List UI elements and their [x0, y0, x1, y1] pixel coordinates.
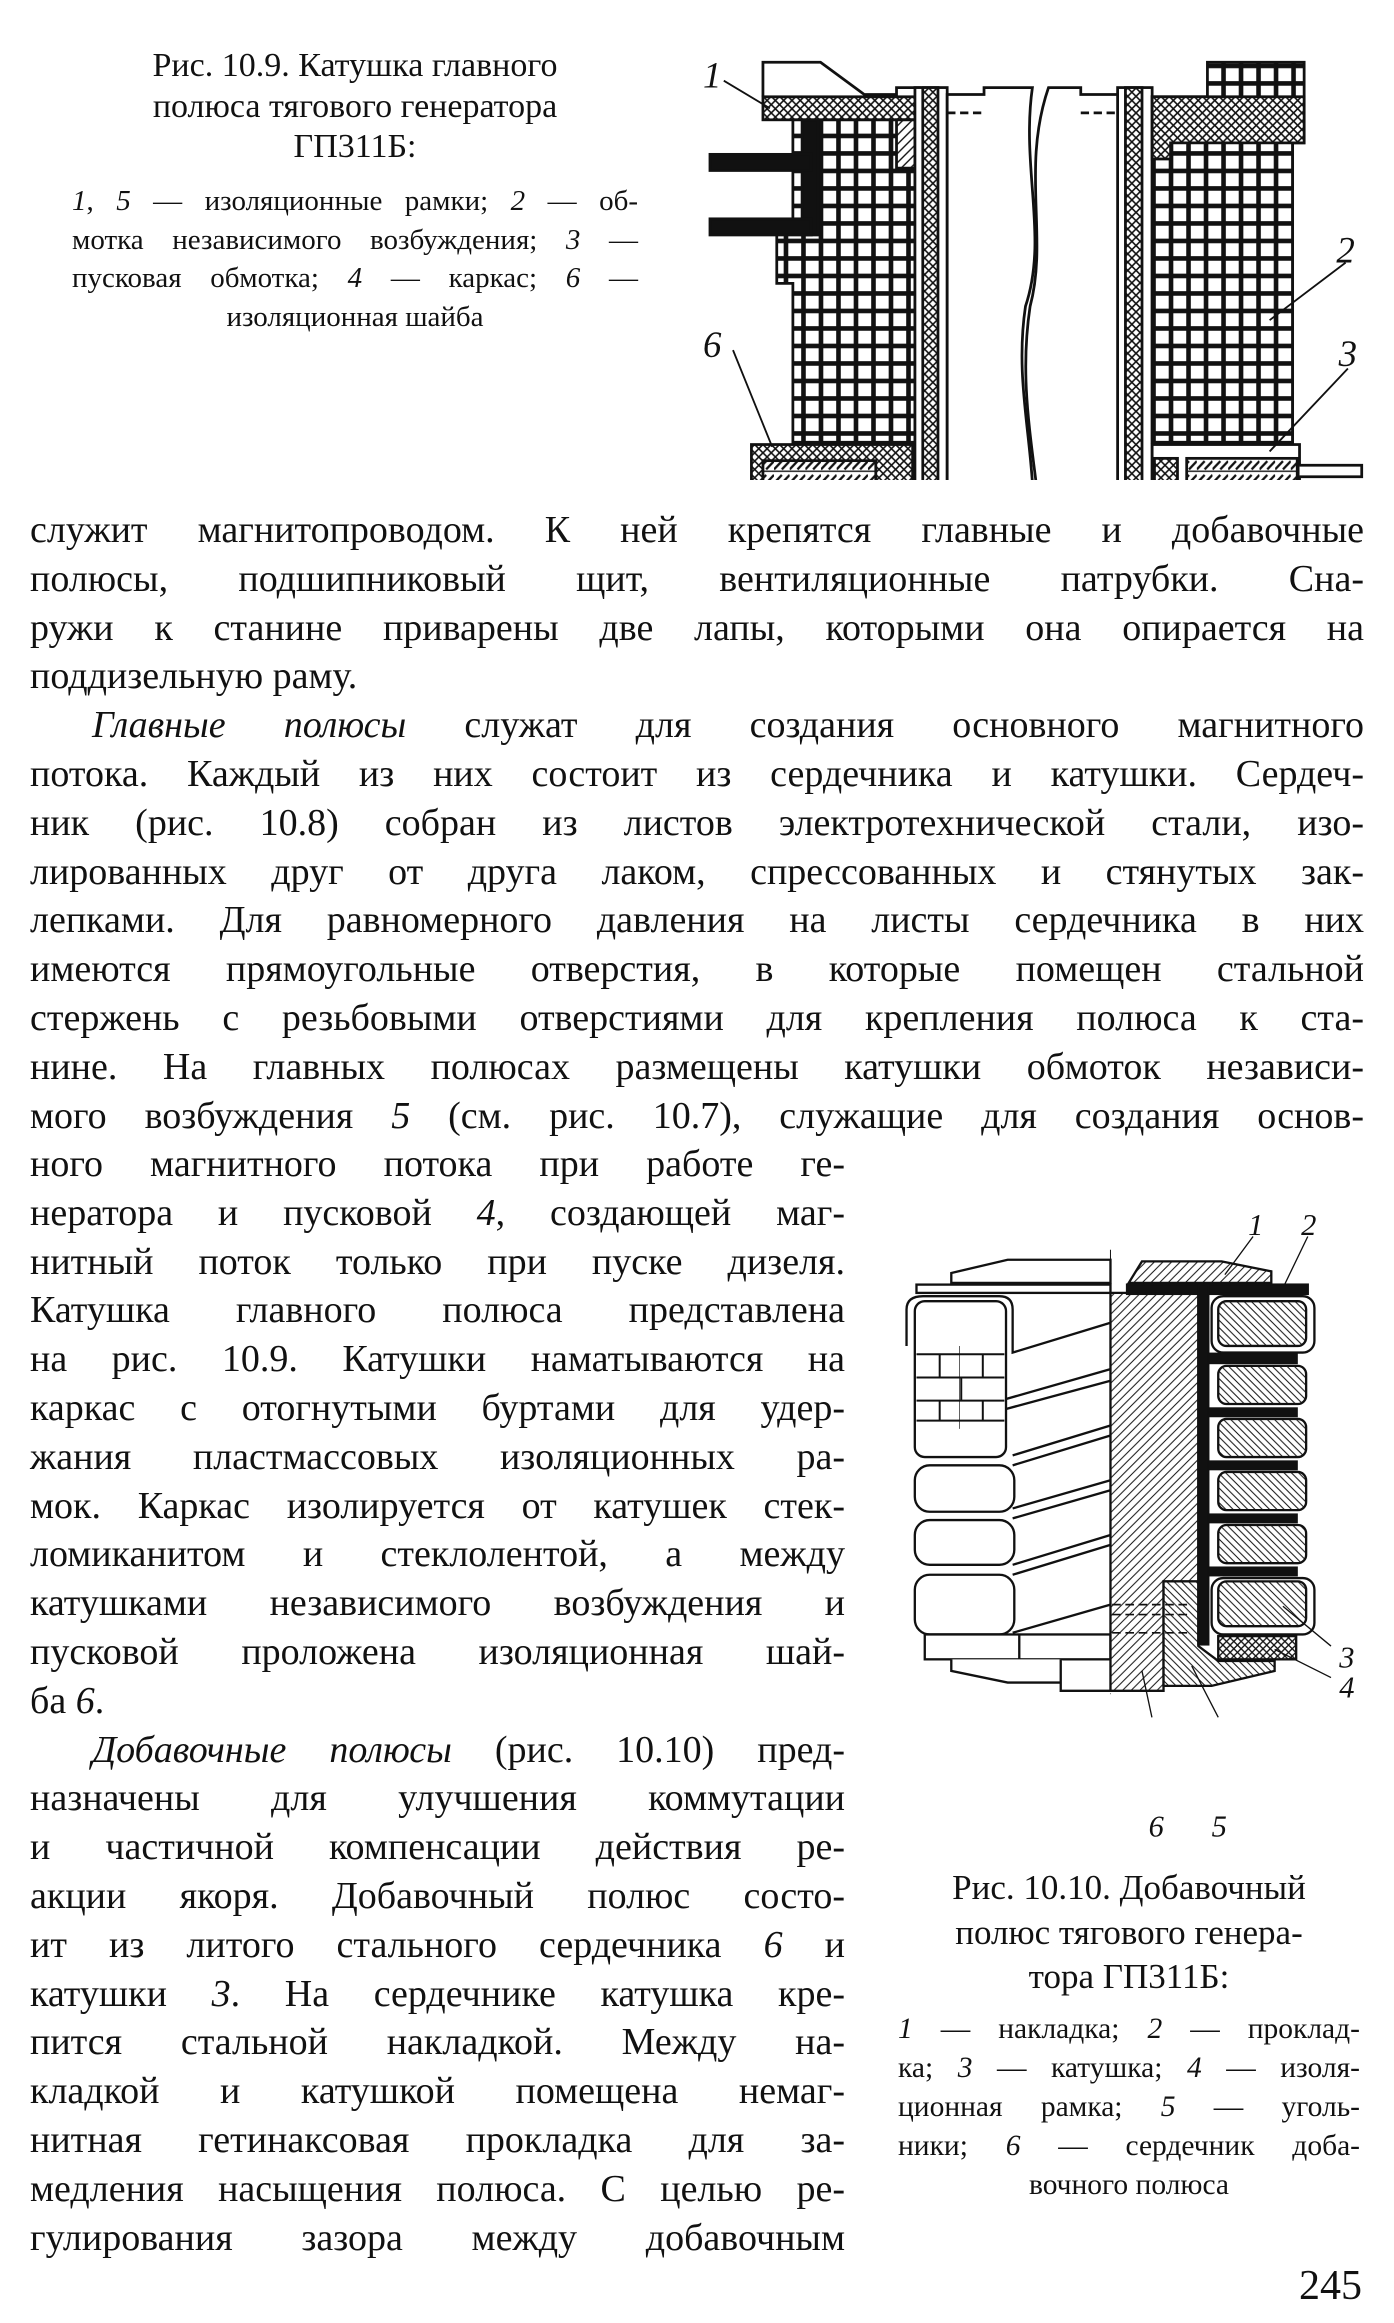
text-line	[72, 127, 638, 168]
text-line	[30, 1677, 845, 1726]
text-segment: . На сердечнике катушка кре-	[230, 1972, 846, 2015]
text-line	[30, 2116, 845, 2165]
italic-text-segment: 3	[957, 2052, 973, 2084]
text-segment: Рис. 10.10. Добавочный	[952, 1868, 1306, 1907]
text-segment: — изоля-	[1201, 2052, 1360, 2084]
text-line	[898, 2127, 1360, 2166]
italic-text-segment: 6	[75, 1679, 95, 1722]
text-segment: катушками независимого возбуждения и	[30, 1582, 845, 1625]
text-line	[30, 2018, 845, 2067]
text-segment: и	[782, 1923, 845, 1966]
text-segment: ломиканитом и стеклолентой, а между	[30, 1533, 845, 1576]
text-line	[30, 1823, 845, 1872]
italic-text-segment: 3	[211, 1972, 231, 2015]
figure-10-9-label-3: 3	[1338, 333, 1358, 375]
text-segment: нератора и пусковой	[30, 1191, 477, 1234]
text-segment: служат для создания основного магнитного	[406, 704, 1365, 747]
text-segment: Катушка главного полюса представлена	[30, 1289, 845, 1332]
text-segment: — катушка;	[972, 2052, 1187, 2084]
text-segment: жания пластмассовых изоляционных ра-	[30, 1435, 845, 1478]
text-segment: , создающей маг-	[495, 1191, 845, 1234]
text-segment: —	[580, 262, 638, 295]
figure-10-10-title	[898, 1866, 1360, 2000]
italic-text-segment: 5	[1160, 2091, 1176, 2123]
text-line	[30, 1530, 845, 1579]
text-segment: .	[94, 1679, 105, 1722]
italic-text-segment: 6	[565, 262, 581, 295]
text-line	[898, 2010, 1360, 2049]
text-segment: мок. Каркас изолируется от катушек стек-	[30, 1484, 845, 1527]
text-segment: потока. Каждый из них состоит из сердечника и катушки. Сердеч-	[30, 752, 1364, 795]
text-segment: поддизельную раму.	[30, 655, 358, 698]
text-line	[30, 799, 1364, 848]
text-line	[30, 994, 1364, 1043]
body-text-narrow-column	[30, 1140, 845, 2262]
text-segment: ционная рамка;	[898, 2091, 1161, 2123]
text-segment: полюс тягового генера-	[955, 1912, 1303, 1952]
text-segment: гулирования зазора между добавочным	[30, 2216, 845, 2259]
text-segment: (см. рис. 10.7), служащие для создания основ-	[410, 1094, 1364, 1137]
text-line	[30, 1043, 1364, 1092]
text-segment: лепками. Для равномерного давления на листы сердечника в них	[30, 899, 1364, 942]
text-line	[898, 1911, 1360, 1956]
text-line	[898, 2166, 1360, 2205]
italic-text-segment: 5	[116, 185, 131, 217]
text-segment: нитная гетинаксовая прокладка для за-	[30, 2118, 845, 2161]
text-segment: лированных друг от друга лаком, спрессованных и стянутых зак-	[30, 850, 1364, 893]
text-segment: акции якоря. Добавочный полюс состо-	[30, 1874, 845, 1917]
italic-text-segment: 4	[476, 1191, 496, 1234]
text-segment: — накладка;	[912, 2013, 1148, 2045]
text-segment: пится стальной накладкой. Между на-	[30, 2021, 845, 2064]
italic-text-segment: Добавочные полюсы	[92, 1728, 452, 1771]
text-line	[30, 1482, 845, 1531]
text-line	[30, 506, 1364, 555]
figure-10-10-label-4: 4	[1339, 1670, 1355, 1705]
text-line	[30, 701, 1364, 750]
figure-10-9-legend	[72, 182, 638, 337]
figure-10-10-interpole-drawing	[880, 1200, 1394, 1860]
text-line	[30, 1726, 845, 1775]
text-line	[898, 1866, 1360, 1911]
text-segment: Рис. 10.9. Катушка главного	[152, 47, 558, 84]
text-segment: пусковой проложена изоляционная шай-	[30, 1630, 845, 1673]
figure-10-10-label-3: 3	[1339, 1640, 1355, 1675]
figure-10-10-label-5: 5	[1211, 1809, 1227, 1844]
text-segment: ба	[30, 1679, 76, 1722]
text-segment: — проклад-	[1162, 2013, 1360, 2045]
text-line	[30, 652, 1364, 701]
text-segment: нине. На главных полюсах размещены катушки обмоток независи-	[30, 1045, 1364, 1088]
text-line	[30, 555, 1364, 604]
figure-10-10-label-1: 1	[1248, 1207, 1264, 1242]
text-segment: ники;	[898, 2130, 1006, 2162]
text-line	[30, 2214, 845, 2263]
text-line	[30, 1384, 845, 1433]
text-segment: стержень с резьбовыми отверстиями для крепления полюса к ста-	[30, 996, 1364, 1039]
figure-10-9-title	[72, 46, 638, 168]
text-line	[72, 46, 638, 87]
italic-text-segment: 2	[1147, 2013, 1163, 2045]
text-line	[72, 221, 638, 260]
text-segment: каркас с отогнутыми буртами для удер-	[30, 1386, 845, 1429]
text-segment: изоляционная шайба	[226, 301, 484, 334]
text-line	[30, 1970, 845, 2019]
italic-text-segment: 1	[72, 185, 87, 217]
body-text-full-width	[30, 506, 1364, 1140]
text-line	[30, 604, 1364, 653]
italic-text-segment: 4	[1186, 2052, 1202, 2084]
page-number: 245	[1299, 2263, 1362, 2309]
text-line	[30, 2067, 845, 2116]
text-segment: медления насыщения полюса. С целью ре-	[30, 2167, 845, 2210]
text-segment: имеются прямоугольные отверстия, в которые помещен стальной	[30, 948, 1364, 991]
text-segment: полюсы, подшипниковый щит, вентиляционные патрубки. Сна-	[30, 557, 1364, 600]
italic-text-segment: 4	[347, 262, 363, 295]
italic-text-segment: Главные полюсы	[92, 704, 407, 747]
text-segment: тора ГП311Б:	[1028, 1957, 1230, 1996]
text-segment: (рис. 10.10) пред-	[451, 1728, 845, 1771]
text-segment: — об-	[525, 185, 639, 217]
text-line	[30, 2165, 845, 2214]
text-line	[30, 1238, 845, 1287]
text-segment: назначены для улучшения коммутации	[30, 1777, 845, 1820]
text-segment: — сердечник доба-	[1020, 2130, 1360, 2162]
text-line	[72, 87, 638, 128]
text-line	[30, 1189, 845, 1238]
text-segment: — уголь-	[1175, 2091, 1360, 2123]
text-line	[30, 1774, 845, 1823]
text-line	[30, 945, 1364, 994]
text-line	[30, 1140, 845, 1189]
text-segment: пусковая обмотка;	[72, 262, 348, 295]
figure-10-10-label-6: 6	[1148, 1809, 1164, 1844]
figure-10-9-label-1: 1	[703, 54, 722, 96]
italic-text-segment: 3	[565, 223, 581, 256]
italic-text-segment: 6	[1005, 2130, 1021, 2162]
text-segment: ,	[86, 185, 117, 217]
text-segment: полюса тягового генератора	[152, 87, 558, 125]
text-segment: мотка независимого возбуждения;	[72, 223, 566, 256]
text-segment: мого возбуждения	[30, 1094, 392, 1137]
figure-10-9-label-6: 6	[703, 324, 722, 366]
text-segment: ка;	[898, 2052, 958, 2084]
italic-text-segment: 1	[898, 2013, 913, 2045]
text-segment: ит из литого стального сердечника	[30, 1923, 764, 1966]
text-line	[30, 848, 1364, 897]
text-segment: — каркас;	[362, 262, 566, 295]
text-line	[30, 1335, 845, 1384]
text-segment: ник (рис. 10.8) собран из листов электротехнической стали, изо-	[30, 801, 1364, 844]
text-segment: на рис. 10.9. Катушки наматываются на	[30, 1338, 845, 1381]
text-segment: —	[580, 223, 638, 256]
text-segment: кладкой и катушкой помещена немаг-	[30, 2070, 845, 2113]
text-segment: служит магнитопроводом. К ней крепятся главные и добавочные	[30, 509, 1364, 551]
text-line	[30, 750, 1364, 799]
figure-10-9-main-pole-coil-drawing	[680, 30, 1394, 480]
italic-text-segment: 2	[510, 185, 526, 217]
text-segment: нитный поток только при пуске дизеля.	[30, 1240, 845, 1283]
text-line	[30, 1579, 845, 1628]
text-segment: ружи к станине приварены две лапы, которыми она опирается на	[30, 606, 1364, 649]
text-segment: и частичной компенсации действия ре-	[30, 1826, 845, 1869]
text-line	[30, 896, 1364, 945]
text-line	[30, 1433, 845, 1482]
text-line	[72, 298, 638, 337]
figure-10-10-label-2: 2	[1301, 1207, 1317, 1242]
text-line	[72, 259, 638, 298]
text-line	[898, 2088, 1360, 2127]
text-segment: ного магнитного потока при работе ге-	[30, 1143, 845, 1185]
text-line	[30, 1872, 845, 1921]
text-line	[30, 1628, 845, 1677]
text-line	[898, 1955, 1360, 2000]
text-segment: вочного полюса	[1028, 2169, 1230, 2201]
text-line	[72, 182, 638, 221]
text-line	[30, 1286, 845, 1335]
italic-text-segment: 6	[763, 1923, 783, 1966]
figure-10-9-label-2: 2	[1336, 229, 1355, 271]
figure-10-10-legend	[898, 2010, 1360, 2205]
italic-text-segment: 5	[391, 1094, 411, 1137]
text-line	[30, 1092, 1364, 1141]
text-segment: катушки	[30, 1972, 212, 2015]
text-line	[898, 2049, 1360, 2088]
text-segment: ГП311Б:	[293, 128, 417, 165]
text-segment: — изоляционные рамки;	[130, 185, 511, 217]
text-line	[30, 1921, 845, 1970]
